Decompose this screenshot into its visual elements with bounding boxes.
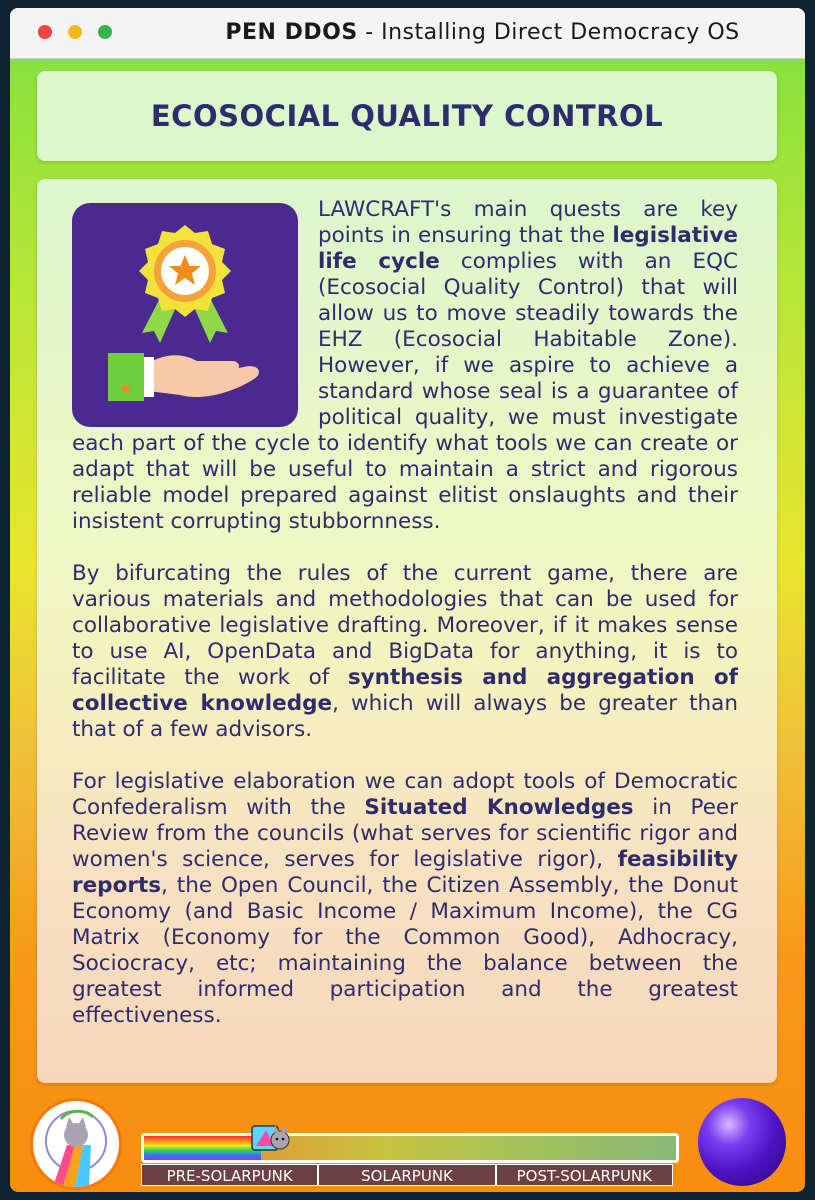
paragraph-3-bold-1: Situated Knowledges: [364, 795, 634, 820]
nyan-cat-marker-icon: [248, 1120, 292, 1158]
paragraph-1-c: complies with an EQC (Ecosocial Quality Control) that will allow us to move steadily towards the EHZ (Ecosocial Habitable Zone). However, if we aspire to achieve a standard whose seal is a guarantee of political quality, we must investigate each part of the cycle to identify what tools we can create or adapt that will be useful to maintain a strict and rigorous reliable model prepared against elitist onslaughts and their insistent corrupting stubbornness.: [72, 249, 738, 534]
body-text: [72, 197, 738, 1055]
progress-stage-labels: [141, 1164, 673, 1186]
content-card: [37, 179, 777, 1083]
window-title-bold: PEN DDOS: [225, 20, 358, 45]
paragraph-2-bold: synthesis and aggregation of collective knowledge: [72, 665, 738, 716]
window-title: [10, 20, 805, 45]
award-medal-hand-icon: [72, 203, 298, 427]
paragraph-3-c: in Peer Review from the councils (what serves for scientific rigor and women's science, serves for legislative rigor),: [72, 795, 738, 872]
progress-fill: [144, 1136, 261, 1160]
section-header-card: [37, 71, 777, 161]
window-title-rest: - Installing Direct Democracy OS: [357, 20, 740, 45]
stage-label-post-solarpunk: POST-SOLARPUNK: [496, 1164, 673, 1186]
paragraph-1-bold: legislative life cycle: [318, 223, 738, 274]
app-window: [10, 8, 805, 1192]
page-title: ECOSOCIAL QUALITY CONTROL: [150, 99, 664, 133]
stage-label-pre-solarpunk: PRE-SOLARPUNK: [141, 1164, 318, 1186]
solarpunk-cat-logo-icon: [30, 1098, 122, 1190]
paragraph-3-bold-2: feasibility reports: [72, 847, 738, 898]
progress-track: [141, 1133, 679, 1163]
paragraph-2: [72, 561, 738, 743]
paragraph-3: [72, 769, 738, 1029]
paragraph-2-a: By bifurcating the rules of the current game, there are various materials and methodologies that can be used for collaborative legislative drafting. Moreover, if it makes sense to use AI, OpenData and BigData for anything, it is to facilitate the work of: [72, 561, 738, 690]
bottom-bar: [10, 1092, 805, 1192]
solarpunk-progress: [141, 1126, 673, 1188]
stage-label-solarpunk: SOLARPUNK: [318, 1164, 495, 1186]
purple-orb-button[interactable]: [698, 1098, 786, 1186]
paragraph-3-e: , the Open Council, the Citizen Assembly, the Donut Economy (and Basic Income / Maximum Income), the CG Matrix (Economy for the Common Good), Adhocracy, Sociocracy, etc; maintaining the balance between the greatest informed participation and the greatest effectiveness.: [72, 873, 738, 1028]
paragraph-3-a: For legislative elaboration we can adopt tools of Democratic Confederalism with the: [72, 769, 738, 820]
title-bar: [10, 8, 805, 59]
paragraph-1-a: LAWCRAFT's main quests are key points in ensuring that the: [318, 197, 738, 248]
paragraph-2-c: , which will always be greater than that of a few advisors.: [72, 691, 738, 742]
